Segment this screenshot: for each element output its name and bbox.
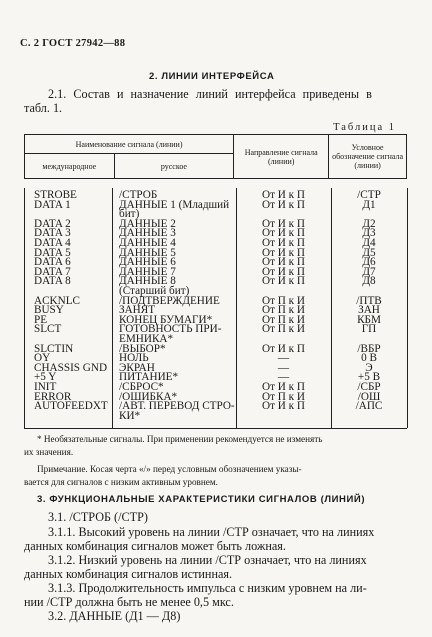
cell-direction: От П к И [262,304,305,317]
cell-russian: ГОТОВНОСТЬ ПРИ- [119,323,222,336]
para-3-1: 3.1. /СТРОБ (/СТР) [48,510,148,524]
cell-russian: /ОШИБКА* [119,390,178,403]
cell-direction: От И к П [262,198,305,211]
cell-symbol: Д2 [362,217,376,230]
cell-russian: /АВТ. ПЕРЕВОД СТРО- [119,400,235,413]
cell-symbol: Д7 [362,265,376,278]
cell-russian: ДАННЫЕ 5 [119,246,176,259]
cell-russian: ЕМНИКА* [119,333,174,345]
para-2-1-line2: табл. 1. [24,101,63,115]
cell-international: DATA 6 [34,256,71,269]
cell-symbol: Д1 [362,198,376,211]
cell-russian: КИ* [119,409,141,422]
cell-russian: ДАННЫЕ 6 [119,256,176,269]
cell-symbol: 0 В [361,352,377,365]
cell-international: OY [34,352,51,365]
cell-symbol: Д8 [362,275,376,288]
cell-international: ACKNLC [34,294,80,307]
cell-direction: От И к П [262,275,305,288]
cell-direction: От И к П [262,265,305,278]
footnote-line1: * Необязательные сигналы. При применении рекомендуется не изменять [37,434,323,444]
cell-direction: От П к И [262,294,305,307]
cell-russian: ДАННЫЕ 8 [119,275,176,288]
para-3-1-3-line2: нии /СТР должна быть не менее 0,5 мкс. [24,595,234,609]
cell-russian: ДАННЫЕ 3 [119,227,176,240]
cell-russian: ДАННЫЕ 7 [119,265,176,278]
para-3-1-1-line2: данных комбинация сигналов может быть ложная. [24,539,286,553]
cell-russian: бит) [119,208,140,221]
cell-russian: /ВЫБОР* [119,342,166,355]
cell-symbol: /ОШ [357,390,381,403]
head-international: международное [25,154,115,179]
cell-direction: — [277,352,290,365]
cell-international: +5 Y [34,371,57,384]
cell-russian: (Старший бит) [119,285,190,297]
cell-direction: От И к П [262,217,305,230]
para-2-1-line1: 2.1. Состав и назначение линий интерфейса приведены в [48,87,372,101]
cell-international: DATA 4 [34,237,71,249]
cell-russian: ДАННЫЕ 4 [119,237,176,249]
cell-direction: От И к П [262,342,305,355]
cell-direction: От И к П [262,381,305,393]
table-body [24,188,407,428]
cell-international: STROBE [34,189,77,201]
cell-symbol: /АПС [355,400,383,413]
cell-direction: От И к П [262,227,305,240]
head-russian: русское [114,154,233,179]
cell-russian: ЗАНЯТ [119,304,156,317]
cell-symbol: Э [365,361,373,374]
table-label: Таблица 1 [333,122,396,133]
cell-direction: От И к П [262,246,305,259]
cell-symbol: /ПТВ [356,294,382,307]
cell-russian: /ПОДТВЕРЖДЕНИЕ [119,294,220,307]
cell-symbol: КБМ [357,313,381,326]
head-direction: Направление сигнала (линии) [234,135,329,179]
cell-symbol: Д3 [362,227,376,240]
section-3-title: 3. ФУНКЦИОНАЛЬНЫЕ ХАРАКТЕРИСТИКИ СИГНАЛОВ (ЛИНИЙ) [37,494,366,505]
cell-direction: — [277,371,290,384]
cell-international: DATA 7 [34,265,71,278]
note-line2: вается для сигналов с низким активным уровнем. [24,477,218,487]
cell-direction: От П к И [262,313,305,326]
cell-international: DATA 2 [34,217,71,230]
section-2-title: 2. ЛИНИИ ИНТЕРФЕЙСА [149,71,275,82]
cell-russian: /СБРОС* [119,381,164,393]
cell-symbol: Д5 [362,246,376,259]
note-line1: Примечание. Косая черта «/» перед условным обозначением указы- [37,464,302,474]
para-3-1-3-line1: 3.1.3. Продолжительность импульса с низким уровнем на ли- [48,581,367,595]
cell-symbol: +5 В [357,371,381,384]
cell-symbol: ЗАН [358,304,380,317]
cell-international: AUTOFEEDXT [34,400,108,413]
cell-direction: От П к И [262,323,305,336]
cell-direction: От И к П [262,400,305,413]
cell-international: DATA 8 [34,275,71,288]
cell-symbol: /СБР [357,381,381,393]
cell-direction: От П к И [262,390,305,403]
para-3-1-2-line1: 3.1.2. Низкий уровень на линии /СТР означает, что на линиях [48,553,367,567]
cell-russian: ПИТАНИЕ* [119,371,179,384]
cell-symbol: /ВБР [357,342,381,355]
cell-international: PE [34,313,48,326]
cell-direction: От И к П [262,237,305,249]
cell-symbol: /СТР [357,189,381,201]
cell-international: DATA 3 [34,227,71,240]
cell-direction: От И к П [262,256,305,269]
head-name: Наименование сигнала (линии) [25,135,234,154]
cell-symbol: Д6 [362,256,376,269]
cell-international: DATA 1 [34,198,71,211]
cell-russian: КОНЕЦ БУМАГИ* [119,313,213,326]
cell-symbol: ГП [361,323,377,336]
cell-international: BUSY [34,304,64,317]
cell-russian: ДАННЫЕ 1 (Младший [119,198,230,211]
cell-international: INIT [34,381,57,393]
head-symbol: Условное обозначение сигнала (линии) [329,135,407,179]
cell-russian: /СТРОБ [119,189,158,201]
cell-international: CHASSIS GND [34,361,108,374]
para-3-1-1-line1: 3.1.1. Высокий уровень на линии /СТР означает, что на линиях [48,525,375,539]
footnote-line2: их значения. [24,447,74,457]
cell-russian: НОЛЬ [119,352,149,365]
cell-international: ERROR [34,390,72,403]
cell-direction: — [277,361,290,374]
cell-direction: От И к П [262,189,305,201]
para-3-1-2-line2: данных комбинация сигналов истинная. [24,567,233,581]
cell-russian: ЭКРАН [119,361,155,374]
cell-international: DATA 5 [34,246,71,259]
cell-symbol: Д4 [362,237,376,249]
cell-russian: ДАННЫЕ 2 [119,217,176,230]
cell-international: SLCTIN [34,342,74,355]
para-3-2: 3.2. ДАННЫЕ (Д1 — Д8) [48,609,181,623]
table-header [24,134,407,179]
cell-international: SLCT [34,323,62,336]
page-header: С. 2 ГОСТ 27942—88 [20,38,126,49]
